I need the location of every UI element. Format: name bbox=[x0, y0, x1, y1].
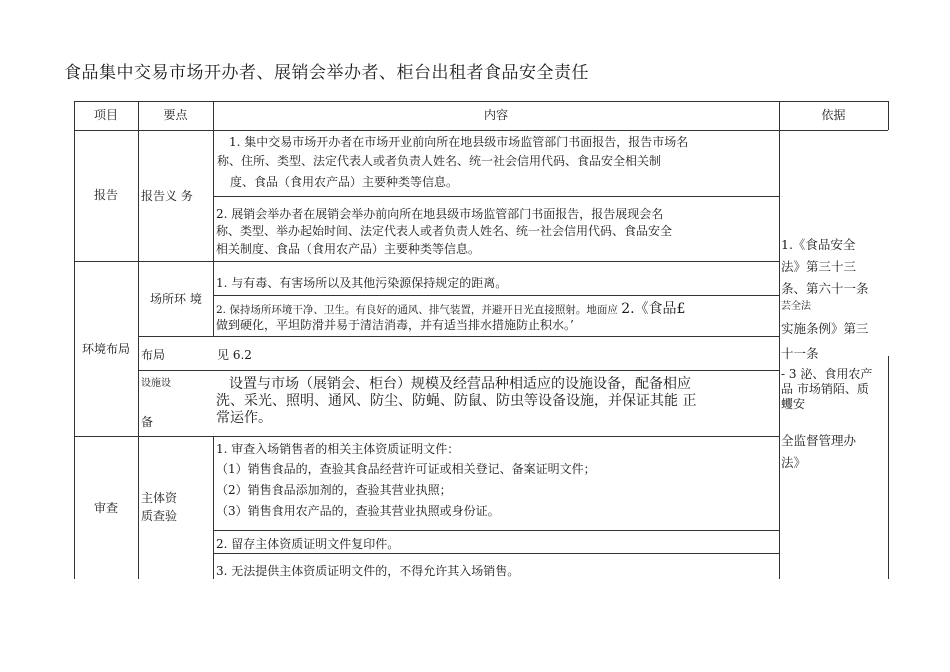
report-content-1-line-1: 1. 集中交易市场开办者在市场开业前向所在地县级市场监管部门书面报告，报告市场名 bbox=[229, 135, 689, 149]
basis-line-3: 条、第六十一条 bbox=[781, 281, 869, 296]
row-line bbox=[213, 530, 779, 531]
row-line bbox=[138, 370, 779, 371]
row-line bbox=[138, 336, 779, 337]
review-content-3: 3. 无法提供主体资质证明文件的，不得允许其入场销售。 bbox=[216, 564, 520, 578]
basis-line-7: - 3 泌、食用农产 bbox=[781, 367, 873, 381]
row-line bbox=[74, 436, 779, 437]
review-content-1-line-3: （2）销售食品添加剂的，查验其营业执照； bbox=[216, 483, 452, 497]
header-basis: 依据 bbox=[821, 108, 846, 122]
col-line bbox=[888, 101, 889, 130]
basis-line-4: 芸全法 bbox=[781, 301, 811, 312]
review-content-1-line-1: 1. 审查入场销售者的相关主体资质证明文件： bbox=[216, 442, 460, 456]
site-content-2-line-2: 做到硬化，平坦防滑并易于清洁消毒，并有适当排水措施防止积水。’ bbox=[216, 318, 574, 332]
basis-line-10: 全监督管理办 bbox=[781, 433, 857, 448]
row-line bbox=[213, 295, 779, 296]
basis-line-8: 品 市场销陌、质 bbox=[781, 382, 869, 396]
basis-line-2: 法》第三十三 bbox=[781, 259, 857, 274]
col-line bbox=[779, 101, 780, 579]
layout-content: 见 6.2 bbox=[217, 348, 252, 362]
review-content-2: 2. 留存主体资质证明文件复印件。 bbox=[216, 537, 400, 551]
item-review: 审查 bbox=[93, 501, 118, 515]
header-point: 要点 bbox=[163, 108, 188, 122]
review-content-1-line-4: （3）销售食用农产品的，查验其营业执照或身份证。 bbox=[216, 504, 500, 518]
col-line bbox=[213, 101, 214, 336]
basis-line-6: 十一条 bbox=[781, 346, 819, 361]
col-line bbox=[888, 356, 889, 579]
header-item: 项目 bbox=[93, 108, 118, 122]
basis-line-5: 实施条例》第三 bbox=[781, 321, 869, 336]
row-line bbox=[213, 553, 779, 554]
item-environment: 环境布局 bbox=[81, 342, 130, 356]
report-content-2-line-1: 2. 展销会举办者在展销会举办前向所在地县级市场监管部门书面报告，报告展现会名 bbox=[216, 207, 664, 221]
point-report: 报告义 务 bbox=[141, 189, 193, 203]
row-line bbox=[74, 261, 779, 262]
point-equipment-b: 备 bbox=[141, 415, 154, 429]
col-line bbox=[213, 436, 214, 579]
col-line bbox=[138, 101, 139, 579]
point-site-environment: 场所环 境 bbox=[150, 292, 202, 306]
document-title: 食品集中交易市场开办者、展销会举办者、柜台出租者食品安全责任 bbox=[64, 63, 589, 83]
point-qualification-b: 质查验 bbox=[141, 509, 178, 523]
report-content-1-line-3: 度、食品（食用农产品）主要种类等信息。 bbox=[230, 175, 459, 189]
report-content-2-line-2: 称、类型、举办起始时间、法定代表人或者负责人姓名、统一社会信用代码、食品安全 bbox=[216, 224, 673, 238]
point-qualification-a: 主体资 bbox=[141, 491, 178, 505]
report-content-1-line-2: 称、住所、类型、法定代表人或者负责人姓名、统一社会信用代码、食品安全相关制 bbox=[217, 154, 662, 168]
item-report: 报告 bbox=[93, 188, 118, 202]
site-content-1: 1. 与有毒、有害场所以及其他污染源保持规定的距离。 bbox=[216, 276, 508, 290]
header-content: 内容 bbox=[483, 108, 508, 122]
point-layout: 布局 bbox=[141, 348, 166, 362]
row-line bbox=[74, 101, 888, 102]
equipment-content-line-3: 常运作。 bbox=[216, 410, 272, 426]
row-line bbox=[74, 130, 888, 131]
basis-line-9: 蠼安 bbox=[781, 397, 806, 411]
site-content-2-ref: 2.《食品£ bbox=[621, 301, 686, 317]
equipment-content-line-2: 洗、采光、照明、通风、防尘、防蝇、防鼠、防虫等设备设施，并保证其能 正 bbox=[216, 393, 697, 409]
site-content-2-text: 2. 保持场所环境干净、卫生。有良好的通风、排气装置，并避开日光直接照射。地面应 bbox=[216, 304, 618, 316]
row-line bbox=[213, 196, 779, 197]
basis-line-1: 1.《食品安全 bbox=[781, 237, 856, 252]
equipment-content-line-1: 设置与市场（展销会、柜台）规模及经营品种相适应的设施设备，配备相应 bbox=[229, 376, 691, 392]
point-equipment-a: 设施设 bbox=[141, 378, 171, 389]
review-content-1-line-2: （1）销售食品的，查验其食品经营许可证或相关登记、备案证明文件； bbox=[216, 462, 596, 476]
report-content-2-line-3: 相关制度、食品（食用农产品）主要种类等信息。 bbox=[216, 242, 481, 256]
basis-line-11: 法》 bbox=[781, 455, 807, 470]
